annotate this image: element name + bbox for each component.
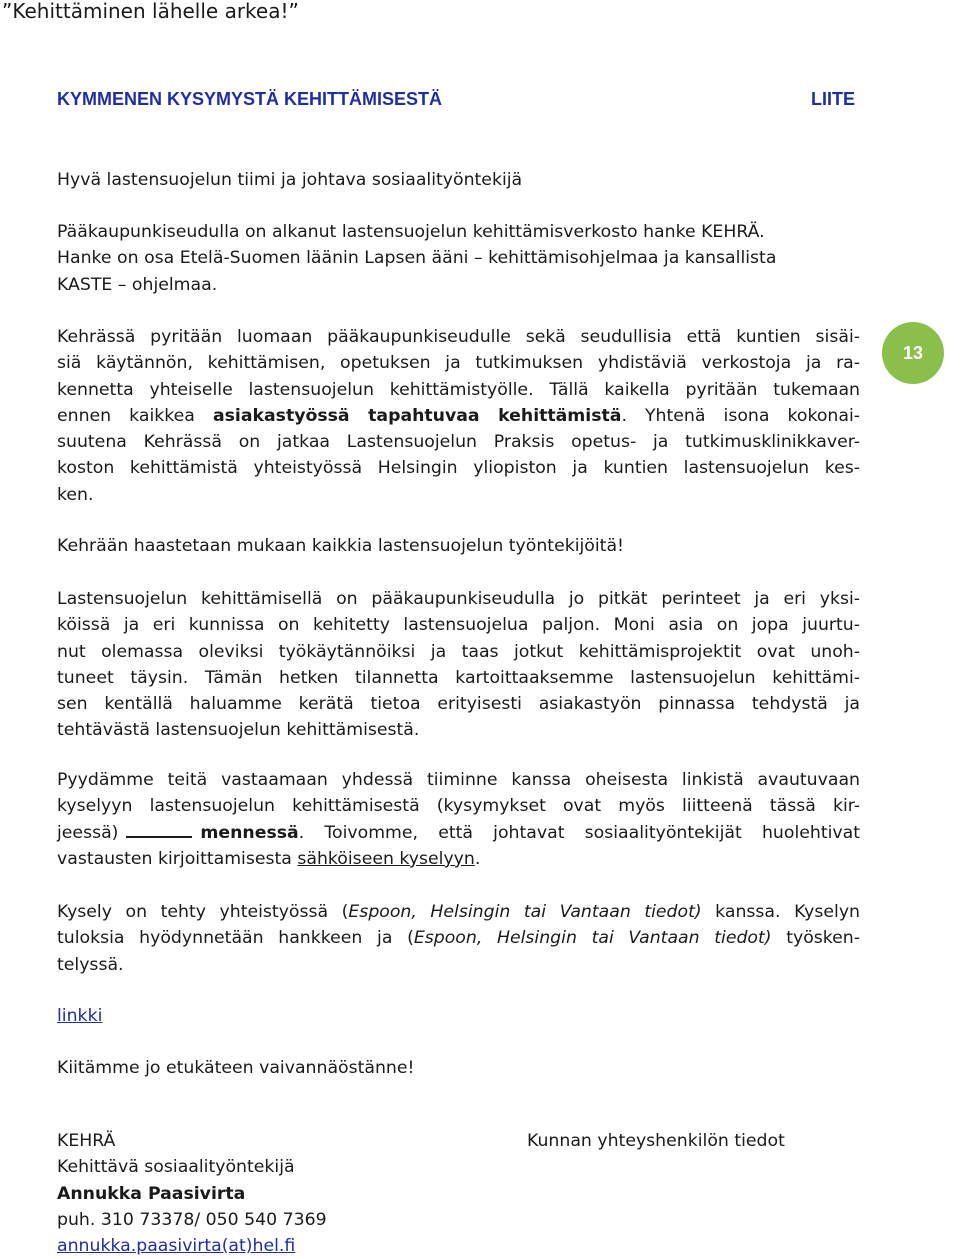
paragraph-line: Hanke on osa Etelä-Suomen läänin Lapsen ääni – kehittämisohjelmaa ja kansallista	[57, 248, 777, 269]
greeting-text: Hyvä lastensuojelun tiimi ja johtava sosiaalityöntekijä	[57, 170, 523, 190]
page-number-badge: 13	[882, 322, 944, 384]
survey-reference: sähköiseen kyselyyn	[297, 848, 475, 869]
survey-link[interactable]: linkki	[57, 1006, 103, 1026]
paragraph-line: Kehrässä pyritään luomaan pääkaupunkiseudulle sekä seudullisia että kuntien sisäi-	[57, 327, 860, 347]
text-segment: työsken-	[771, 928, 860, 949]
paragraph-line: Pääkaupunkiseudulla on alkanut lastensuojelun kehittämisverkosto hanke KEHRÄ.	[57, 222, 765, 242]
text-segment: jeessä)	[57, 822, 119, 843]
text-segment: . Yhtenä isona kokonai-	[621, 405, 861, 426]
title-row	[57, 89, 855, 115]
header-quote: ”Kehittäminen lähelle arkea!”	[2, 0, 299, 23]
text-segment: Kysely on tehty yhteistyössä (	[57, 902, 349, 922]
paragraph-line: Kehrään haastetaan mukaan kaikkia lastensuojelun työntekijöitä!	[57, 536, 624, 556]
paragraph-line: tehtävästä lastensuojelun kehittämisestä.	[57, 720, 420, 741]
paragraph-line: telyssä.	[57, 954, 124, 975]
paragraph-line: kennetta yhteiselle lastensuojelun kehittämistyölle. Tällä kaikella pyritään tukemaan	[57, 379, 860, 400]
signature-role: Kehittävä sosiaalityöntekijä	[57, 1157, 295, 1178]
signature-block	[57, 1128, 327, 1259]
paragraph-line: KASTE – ohjelmaa.	[57, 274, 218, 295]
paragraph-line	[57, 899, 860, 925]
municipal-contact-block	[527, 1128, 785, 1154]
paragraph-line: suutena Kehrässä on jatkaa Lastensuojelun Praksis opetus- ja tutkimusklinikkaver-	[57, 432, 860, 453]
paragraph-request	[57, 767, 860, 872]
paragraph-line: siä käytännön, kehittämisen, opetuksen ja tutkimuksen yhdistäviä verkostoja ja ra-	[57, 353, 860, 374]
paragraph-line: sen kentällä haluamme kerätä tietoa erityisesti asiakastyön pinnassa tehdystä ja	[57, 694, 860, 715]
placeholder-text: Espoon, Helsingin tai Vantaan tiedot)	[348, 902, 702, 922]
paragraph-line	[57, 820, 860, 846]
thanks-text: Kiitämme jo etukäteen vaivannäöstänne!	[57, 1058, 415, 1078]
emphasis-text: asiakastyössä tapahtuvaa kehittämistä	[212, 405, 622, 426]
paragraph-line: Lastensuojelun kehittämisellä on pääkaupunkiseudulla jo pitkät perinteet ja eri yksi-	[57, 589, 860, 609]
paragraph-line: Pyydämme teitä vastaamaan yhdessä tiiminne kanssa oheisesta linkistä avautuvaan	[57, 770, 860, 790]
paragraph-line	[57, 846, 860, 872]
paragraph-line: koston kehittämistä yhteistyössä Helsingin yliopiston ja kuntien lastensuojelun kes-	[57, 458, 860, 479]
greeting	[57, 167, 860, 193]
paragraph-invitation	[57, 533, 860, 559]
paragraph-line	[57, 925, 860, 951]
text-segment: vastausten kirjoittamisesta	[57, 848, 298, 869]
paragraph-intro	[57, 219, 860, 298]
paragraph-goals	[57, 324, 860, 508]
paragraph-cooperation	[57, 899, 860, 978]
placeholder-text: Espoon, Helsingin tai Vantaan tiedot)	[413, 928, 772, 949]
document-title: KYMMENEN KYSYMYSTÄ KEHITTÄMISESTÄ	[57, 89, 443, 109]
text-segment: kanssa. Kyselyn	[701, 902, 860, 922]
paragraph-line: köissä ja eri kunnissa on kehitetty lastensuojelua paljon. Moni asia on jopa juurtu-	[57, 615, 860, 636]
text-segment: .	[474, 848, 481, 869]
paragraph-line	[57, 403, 860, 429]
paragraph-line: kyselyyn lastensuojelun kehittämisestä (kysymykset ovat myös liitteenä tässä kir-	[57, 796, 860, 817]
paragraph-line: nut olemassa oleviksi työkäytännöiksi ja taas jotkut kehittämisprojektit ovat unoh-	[57, 641, 860, 662]
signature-email-link[interactable]: annukka.paasivirta(at)hel.fi	[57, 1236, 296, 1257]
signature-name: Annukka Paasivirta	[57, 1183, 246, 1204]
thanks-row	[57, 1055, 860, 1081]
paragraph-line: tuneet täysin. Tämän hetken tilannetta kartoittaaksemme lastensuojelun kehittämi-	[57, 667, 860, 688]
emphasis-text: mennessä	[200, 822, 299, 843]
text-segment: ennen kaikkea	[57, 405, 213, 426]
paragraph-line: ken.	[57, 484, 94, 505]
municipal-contact-label: Kunnan yhteyshenkilön tiedot	[527, 1131, 785, 1151]
signature-org: KEHRÄ	[57, 1131, 116, 1151]
attachment-tag: LIITE	[811, 89, 855, 109]
text-segment: tuloksia hyödynnetään hankkeen ja (	[57, 928, 414, 949]
signature-phone: puh. 310 73378/ 050 540 7369	[57, 1209, 327, 1230]
date-blank-line	[126, 822, 192, 838]
paragraph-history	[57, 586, 860, 744]
survey-link-row	[57, 1003, 860, 1029]
text-segment: . Toivomme, että johtavat sosiaalityöntekijät huolehtivat	[298, 822, 860, 843]
